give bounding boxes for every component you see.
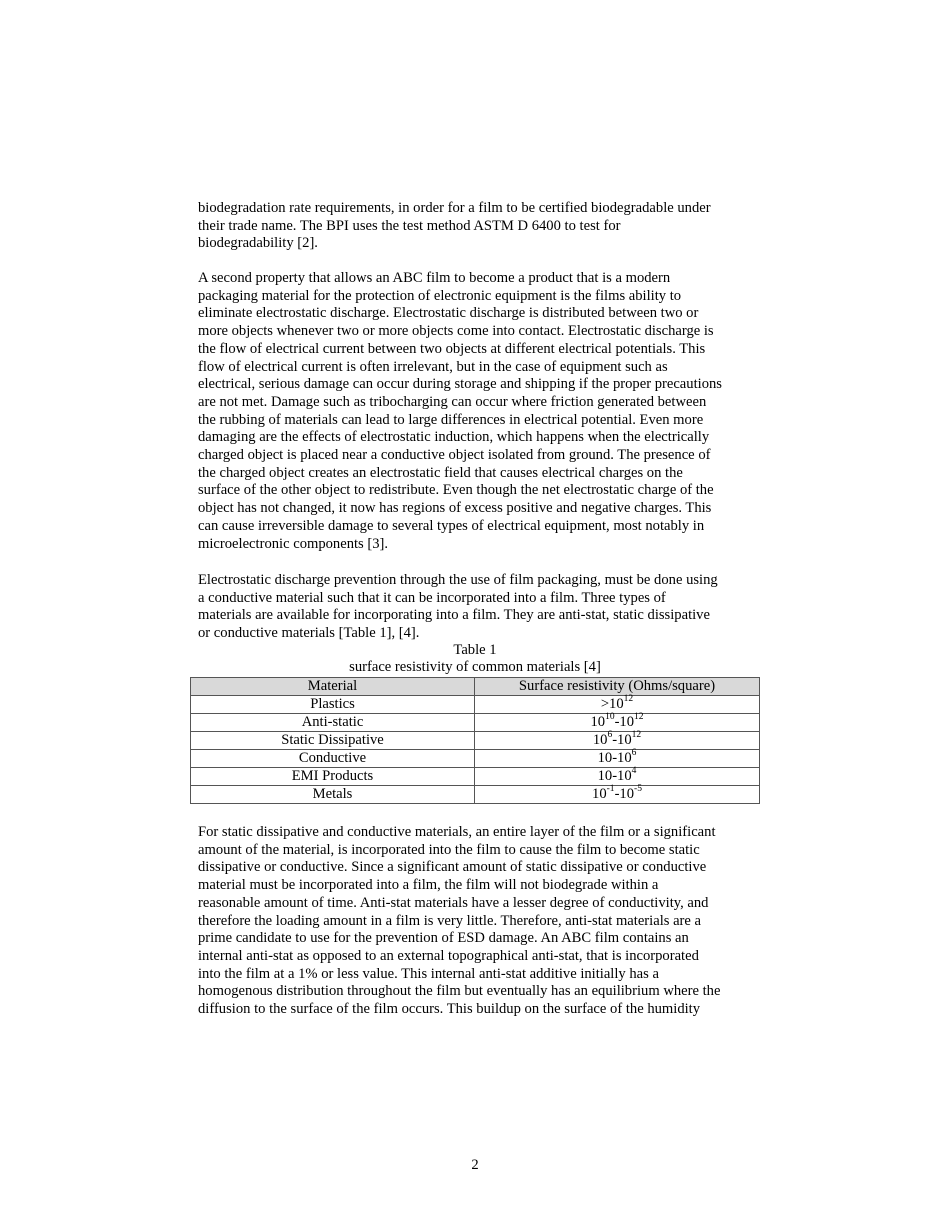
material-cell: Static Dissipative — [191, 732, 475, 750]
material-cell: Conductive — [191, 750, 475, 768]
text-line: homogenous distribution throughout the film but eventually has an equilibrium where the — [198, 983, 721, 1000]
text-line: prime candidate to use for the prevention of ESD damage. An ABC film contains an — [198, 930, 689, 947]
exponent: -1 — [606, 784, 615, 794]
resistivity-cell — [475, 768, 760, 786]
text-line: eliminate electrostatic discharge. Electrostatic discharge is distributed between two or — [198, 305, 699, 322]
exponent: 10 — [605, 712, 615, 722]
value-base: 10-10 — [597, 768, 632, 784]
paragraph-3 — [198, 572, 758, 643]
table-title: surface resistivity of common materials [4] — [349, 659, 601, 675]
text-line: amount of the material, is incorporated into the film to cause the film to become static — [198, 841, 700, 858]
exponent: 4 — [631, 766, 637, 776]
text-line: more objects whenever two or more objects come into contact. Electrostatic discharge is — [198, 323, 714, 340]
material-cell: EMI Products — [191, 768, 475, 786]
material-cell: Anti-static — [191, 714, 475, 732]
table-label: Table 1 — [453, 642, 497, 658]
text-line: the flow of electrical current between two objects at different electrical potentials. This — [198, 340, 706, 357]
table-row — [191, 732, 760, 750]
text-line: dissipative or conductive. Since a significant amount of static dissipative or conductive — [198, 859, 707, 876]
header-material: Material — [191, 678, 475, 696]
exponent: -5 — [634, 784, 642, 794]
text-line: a conductive material such that it can be incorporated into a film. Three types of — [198, 589, 666, 606]
exponent: 12 — [631, 730, 642, 740]
text-line: biodegradation rate requirements, in order for a film to be certified biodegradable under — [198, 200, 711, 216]
table-header-row — [191, 678, 760, 696]
paragraph-4 — [198, 824, 758, 1019]
text-line: are not met. Damage such as tribocharging can occur where friction generated between — [198, 393, 707, 410]
text-line: material must be incorporated into a film, the film will not biodegrade within a — [198, 877, 659, 894]
resistivity-table — [190, 677, 760, 804]
text-line: surface of the other object to redistribute. Even though the net electrostatic charge of the — [198, 482, 714, 499]
paragraph-1 — [198, 200, 758, 253]
text-line: electrical, serious damage can occur during storage and shipping if the proper precautions — [198, 376, 722, 393]
text-line: the charged object creates an electrostatic field that causes electrical charges on the — [198, 464, 683, 481]
resistivity-cell — [475, 786, 760, 804]
header-resistivity: Surface resistivity (Ohms/square) — [475, 678, 760, 696]
text-line: For static dissipative and conductive materials, an entire layer of the film or a significant — [198, 824, 716, 840]
text-line: materials are available for incorporating into a film. They are anti-stat, static dissipative — [198, 607, 710, 624]
table-row — [191, 696, 760, 714]
resistivity-cell — [475, 750, 760, 768]
exponent: 6 — [607, 730, 613, 740]
text-line: charged object is placed near a conductive object isolated from ground. The presence of — [198, 447, 711, 464]
text-line: internal anti-stat as opposed to an external topographical anti-stat, that is incorporated — [198, 947, 699, 964]
value-base: 10 — [590, 714, 606, 730]
table-row — [191, 768, 760, 786]
value-base: 10-10 — [597, 750, 632, 766]
text-line: flow of electrical current is often irrelevant, but in the case of equipment such as — [198, 358, 668, 375]
table-row — [191, 750, 760, 768]
text-line: object has not changed, it now has regions of excess positive and negative charges. This — [198, 500, 712, 517]
material-cell: Metals — [191, 786, 475, 804]
value-mid: -10 — [612, 732, 632, 748]
value-base: 10 — [592, 732, 608, 748]
text-line: A second property that allows an ABC film to become a product that is a modern — [198, 270, 671, 286]
table-row — [191, 786, 760, 804]
value-base: >10 — [600, 696, 624, 712]
text-line: therefore the loading amount in a film is very little. Therefore, anti-stat materials are a — [198, 912, 702, 929]
text-line: reasonable amount of time. Anti-stat materials have a lesser degree of conductivity, and — [198, 894, 709, 911]
material-cell: Plastics — [191, 696, 475, 714]
text-line: can cause irreversible damage to several types of electrical equipment, most notably in — [198, 517, 705, 534]
resistivity-cell — [475, 696, 760, 714]
text-line: their trade name. The BPI uses the test method ASTM D 6400 to test for — [198, 217, 621, 234]
value-mid: -10 — [614, 786, 635, 802]
table-row — [191, 714, 760, 732]
paragraph-2 — [198, 270, 758, 553]
exponent: 6 — [631, 748, 637, 758]
text-line: microelectronic components [3]. — [198, 535, 389, 552]
exponent: 12 — [634, 712, 644, 722]
exponent: 12 — [623, 694, 634, 704]
resistivity-cell — [475, 732, 760, 750]
value-base: 10 — [592, 786, 607, 802]
text-line: or conductive materials [Table 1], [4]. — [198, 625, 420, 642]
text-line: Electrostatic discharge prevention through the use of film packaging, must be done using — [198, 572, 718, 588]
text-line: into the film at a 1% or less value. This internal anti-stat additive initially has a — [198, 965, 659, 982]
text-line: biodegradability [2]. — [198, 235, 318, 252]
value-mid: -10 — [614, 714, 635, 730]
text-line: damaging are the effects of electrostatic induction, which happens when the electrically — [198, 429, 710, 446]
text-line: diffusion to the surface of the film occurs. This buildup on the surface of the humidity — [198, 1001, 701, 1018]
text-line: the rubbing of materials can lead to large differences in electrical potential. Even more — [198, 411, 704, 428]
resistivity-cell — [475, 714, 760, 732]
page-number: 2 — [471, 1157, 479, 1173]
text-line: packaging material for the protection of electronic equipment is the films ability to — [198, 287, 682, 304]
